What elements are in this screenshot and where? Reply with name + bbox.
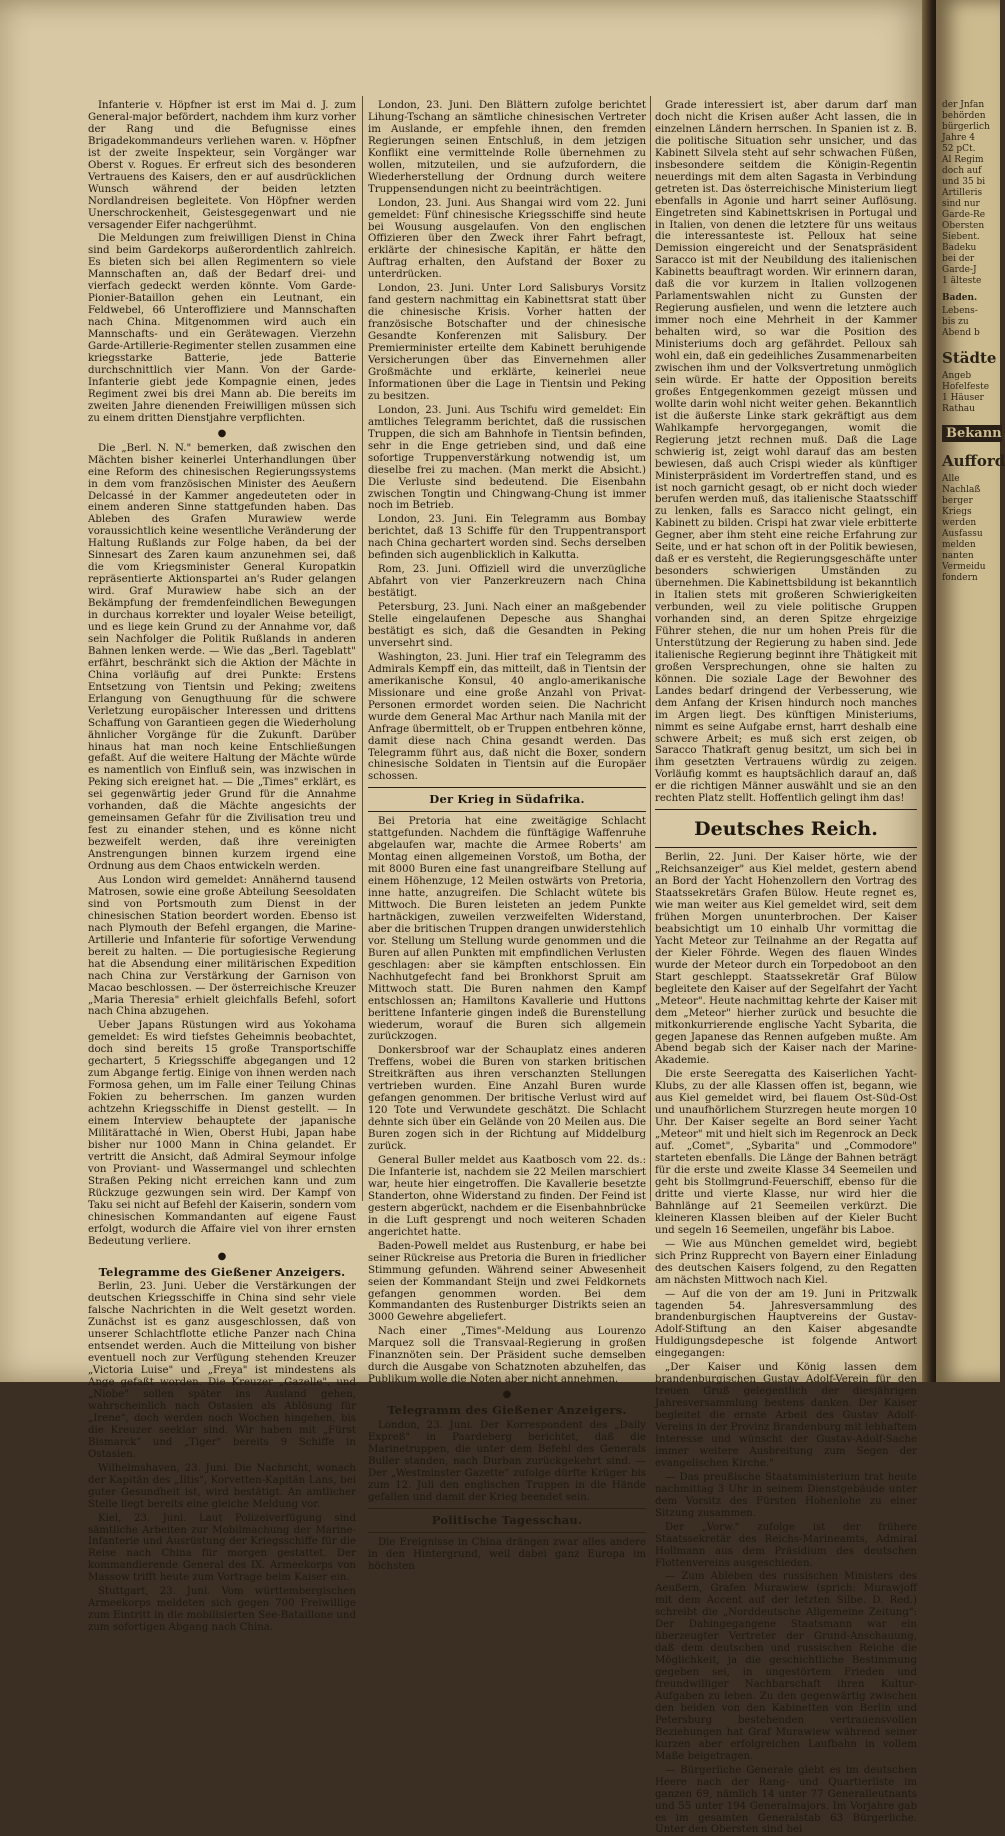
article-paragraph: Donkersbroof war der Schauplatz eines anderen Treffens, wobei die Buren von starken britischen Streitkräften aus ihren verschanzten Stellungen vertrieben wurden. Eine Anzahl Buren wurde gefangen genommen. Der britische Verlust wird auf 120 Tote und Verwundete geschätzt. Die Schlacht dehnte sich über ein Gelände von 20 Meilen aus. Die Buren zogen sich in der Richtung auf Middelburg zurück. bbox=[368, 1045, 646, 1153]
adjacent-page-text bbox=[942, 100, 1005, 584]
adjacent-line: doch auf bbox=[942, 166, 982, 176]
article-paragraph: Kiel, 23. Juni. Laut Polizeiverfügung sind sämtliche Arbeiten zur Mobilmachung der Marine-Infanterie und Ausrüstung der Kriegsschiffe für die Reise nach China für morgen gestattet. Der kommandierende General des IX. Armeekorps von Massow trifft heute zum Vortrage beim Kaiser ein. bbox=[88, 1512, 356, 1584]
article-paragraph: Die „Berl. N. N." bemerken, daß zwischen den Mächten bisher keinerlei Unterhandlungen über eine Reform des chinesischen Regierungssystems in dem vom französischen Minister des Aeußern Delcassé in der Kammer angedeuteten oder in einem anderen Sinne stattgefunden haben. Das Ableben des Grafen Murawiew werde voraussichtlich keine wesentliche Veränderung der Haltung Rußlands zur Folge haben, da bei der Sinnesart des Zaren kaum anzunehmen sei, daß die vom Kriegsminister General Kuropatkin repräsentierte Aktionspartei an's Ruder gelangen wird. Graf Murawiew habe sich an der Bekämpfung der fremdenfeindlichen Bewegungen in durchaus korrekter und loyaler Weise beteiligt, und es liege kein Grund zu der Annahme vor, daß sein Nachfolger die Politik Rußlands in anderen Bahnen lenken werde. — Wie das „Berl. Tageblatt" erfährt, beschränkt sich die Aktion der Mächte in China vorläufig auf drei Punkte: Erstens Entsetzung von Tientsin und Peking; zweitens Erlangung von Genugthuung für die schwere Verletzung europäischer Interessen und drittens Schaffung von Garantieen gegen die Wiederholung ähnlicher Vorgänge für die Zukunft. Darüber hinaus hat man noch keine Entschließungen gefaßt. Auf die weitere Haltung der Mächte würde es namentlich von Einfluß sein, was inzwischen in Peking sich ereignet hat. — Die „Times" erklärt, es sei gegenwärtig jeder Grund für die Annahme vorhanden, daß die Mächte angesichts der gemeinsamen Gefahr für die Zivilisation treu und fest zu einander stehen, und es könne nicht bezweifelt werden, daß ihre vereinigten Anstrengungen binnen kurzem irgend eine Ordnung aus dem Chaos entwickeln werden. bbox=[88, 442, 356, 873]
article-paragraph: London, 23. Juni. Aus Shangai wird vom 22. Juni gemeldet: Fünf chinesische Kriegsschiffe sind heute bei Wousung ausgelaufen. Von den englischen Offizieren über den Zweck ihrer Fahrt befragt, erklärte der chinesische Kapitän, er hätte den Auftrag erhalten, den Aufstand der Boxer zu unterdrücken. bbox=[368, 197, 646, 281]
article-paragraph: Die Meldungen zum freiwilligen Dienst in China sind beim Gardekorps außerordentlich zahlreich. Es bieten sich bei allen Regimentern so viele Mannschaften an, daß der Bedarf drei- und vierfach gedeckt werden könnte. Vom Garde-Pionier-Bataillon gehen ein Leutnant, ein Feldwebel, 66 Unteroffiziere und Mannschaften nach China. Mitgenommen wird auch ein Mannschafts- und ein Gerätewagen. Vierzehn Garde-Artillerie-Regimenter stellen zusammen eine kriegsstarke Batterie, jede Batterie durchschnittlich vier Mann. Von der Garde-Infanterie giebt jede Kompagnie einen, jedes Regiment zwei bis drei Mann ab. Die bereits im zweiten Jahre dienenden Freiwilligen müssen sich zu einem dritten Dienstjahre verpflichten. bbox=[88, 233, 356, 424]
section-heading: Der Krieg in Südafrika. bbox=[429, 792, 585, 807]
adjacent-heading: Baden. bbox=[942, 293, 978, 303]
adjacent-page bbox=[936, 0, 1005, 1382]
column-3 bbox=[655, 100, 917, 1836]
article-paragraph: — Wie aus München gemeldet wird, begiebt sich Prinz Rupprecht von Bayern einer Einladung des deutschen Kaisers folgend, zu den Regatten am nächsten Mittwoch nach Kiel. bbox=[655, 1238, 917, 1286]
adjacent-line: bis zu bbox=[942, 317, 969, 327]
adjacent-line: Garde-J bbox=[942, 265, 977, 275]
article-paragraph: Die Ereignisse in China drängen zwar alles andere in den Hintergrund, weil dabei ganz Europa im höchsten bbox=[368, 1536, 646, 1572]
article-paragraph: — Zum Ableben des russischen Ministers des Aeußern, Grafen Murawiew (sprich: Murawjoff mit dem Accent auf der letzten Silbe. D. Red.) schreibt die „Norddeutsche Allgemeine Zeitung": Der Dahingegangene Staatsmann war ein überzeugter Vertreter der Grund-Anschauung, daß dem deutschen und russischen Reiche die Möglichkeit, ja die geschichtliche Bestimmung gegeben sei, in ungestörtem Frieden und freundwilliger Nachbarschaft ihren Kultur-Aufgaben zu leben. Zu den gegenwärtig zwischen den beiden von den Kabinetten von Berlin und Petersburg bestehenden vertrauensvollen Beziehungen hat Graf Murawiew während seiner kurzen aber erfolgreichen Laufbahn in vollem Maße beigetragen. bbox=[655, 1571, 917, 1762]
section-heading: Politische Tagesschau. bbox=[431, 1512, 583, 1527]
article-paragraph: London, 23. Juni. Den Blättern zufolge berichtet Lihung-Tschang an sämtliche chinesischen Vertreter im Auslande, er empfehle ihnen, den fremden Regierungen seinen Entschluß, in dem jetzigen Konflikt eine vermittelnde Rolle übernehmen zu wollen, mitzuteilen, und sie aufzufordern, die Wiederherstellung der Ordnung durch weitere Truppensendungen nicht zu beeinträchtigen. bbox=[368, 100, 646, 195]
adjacent-line: Angeb bbox=[942, 371, 972, 381]
adjacent-lines bbox=[942, 474, 1002, 584]
adjacent-line: melden bbox=[942, 540, 976, 550]
adjacent-line: 52 pCt. bbox=[942, 144, 976, 154]
adjacent-line: Rathau bbox=[942, 404, 975, 414]
article-paragraph: Stuttgart, 23. Juni. Vom württembergischen Armeekorps meldeten sich gegen 700 Freiwillige zum Eintritt in die mobilisierten See-Bataillone und zum sofortigen Abgang nach China. bbox=[88, 1586, 356, 1634]
column-2 bbox=[368, 100, 646, 1572]
adjacent-line: und 35 bi bbox=[942, 177, 986, 187]
article-paragraph: Ueber Japans Rüstungen wird aus Yokohama gemeldet: Es wird tiefstes Geheimnis beobachtet, doch sind bereits 15 große Transportschiffe gechartert, 5 Kriegsschiffe abgegangen und 12 zum Abgange fertig. Einige von ihnen werden nach Formosa gehen, um im Falle einer Teilung Chinas Fokien zu beherrschen. Im ganzen wurden achtzehn Kriegsschiffe in Dienst gestellt. — In einem Interview behauptete der japanische Militärattaché in Wien, Oberst Hubi, Japan habe bisher nur 1000 Mann in China gelandet. Er vertritt die Ansicht, daß Admiral Seymour infolge von Proviant- und Wassermangel und schlechten Straßen Peking nicht erreichen kann und zum Rückzuge gezwungen sein wird. Der Kampf von Taku sei nicht auf Befehl der Kaiserin, sondern vom chinesischen Kommandanten auf eigene Faust erfolgt, wodurch die Affaire viel von ihrer ernsten Bedeutung verliere. bbox=[88, 1020, 356, 1247]
adjacent-line: sind nur bbox=[942, 199, 980, 209]
adjacent-line: Artilleris bbox=[942, 188, 983, 198]
adjacent-line: bürgerlich bbox=[942, 122, 990, 132]
article-paragraph: Die erste Seeregatta des Kaiserlichen Yacht-Klubs, zu der alle Klassen offen ist, begann, wie aus Kiel gemeldet wird, bei flauem Ost-Süd-Ost und unaufhörlichem Sturzregen heute morgen 10 Uhr. Der Kaiser segelte an Bord seiner Yacht „Meteor" mit und hielt sich im Regenrock an Deck auf. „Comet", „Sybarita" und „Commodore" starteten ebenfalls. Die Länge der Bahnen beträgt für die erste und zweite Klasse 34 Seemeilen und geht bis Stollmgrund-Feuerschiff, ebenso für die dritte und vierte Klasse, nur wird hier die Bahnlänge auf 21 Seemeilen verkürzt. Die kleineren Klassen bleiben auf der Kieler Bucht und segeln 16 Seemeilen, ungefähr bis Laboe. bbox=[655, 1069, 917, 1236]
adjacent-line: behörden bbox=[942, 111, 986, 121]
adjacent-line: Abend b bbox=[942, 328, 980, 338]
column-rule bbox=[362, 96, 363, 1201]
adjacent-line: Siebent. bbox=[942, 232, 980, 242]
section-heading: Telegramm des Gießener Anzeigers. bbox=[387, 1403, 627, 1418]
article-paragraph: Wilhelmshaven, 23. Juni. Die Nachricht, wonach der Kapitän des „Iltis", Korvetten-Kapitän Lans, bei guter Gesundheit ist, wird bestätigt. An amtlicher Stelle liegt bereits eine gleiche Meldung vor. bbox=[88, 1462, 356, 1510]
adjacent-line: Alle bbox=[942, 474, 960, 484]
article-paragraph: „Der Kaiser und König lassen dem brandenburgischen Gustav Adolf-Verein für den treuen Gruß gelegentlich der diesjährigen Jahresversammlung bestens danken. Der Kaiser begleitet die ernste Arbeit des Gustav Adolf-Vereins in der Provinz Brandenburg mit lebhaftem Interesse und wünscht der Gustav-Adolf-Sache immer weitere Ausbreitung zum Segen der evangelischen Kirche." bbox=[655, 1362, 917, 1469]
article-paragraph: Bei Pretoria hat eine zweitägige Schlacht stattgefunden. Nachdem die fünftägige Waffenruhe abgelaufen war, machte die Armee Roberts' am Montag einen allgemeinen Vorstoß, um Botha, der mit 8000 Buren eine fast unangreifbare Stellung auf einem Höhenzuge, 12 Meilen ostwärts von Pretoria, inne hatte, anzugreifen. Die Schlacht wütete bis Mittwoch. Die Buren leisteten an jedem Punkte hartnäckigen, zuweilen verzweifelten Widerstand, aber die britischen Truppen drangen unwiderstehlich vor. Stellung um Stellung wurde genommen und die Buren auf allen Punkten mit empfindlichen Verlusten geschlagen: aber sie kämpften entschlossen. Ein Nachhutgefecht fand bei Bronkhorst Spruit am Mittwoch statt. Die Buren nahmen den Kampf entschlossen an; Hamiltons Kavallerie und Huttons berittene Infanterie gingen indeß die Burenstellung wiederum, worauf die Buren sich allgemein zurückzogen. bbox=[368, 816, 646, 1043]
adjacent-line: 1 Häuser bbox=[942, 393, 984, 403]
adjacent-line: Ausfassu bbox=[942, 529, 983, 539]
adjacent-lines bbox=[942, 371, 1002, 415]
article-paragraph: Washington, 23. Juni. Hier traf ein Telegramm des Admirals Kempff ein, das mitteilt, daß in Tientsin der amerikanische Konsul, 40 anglo-amerikanische Missionare und eine große Anzahl von Privat-Personen ermordet worden seien. Die Nachricht wurde dem General Mac Arthur nach Manila mit der Anfrage übermittelt, ob er Truppen entbehren könne, damit diese nach China gesandt werden. Das Telegramm führt aus, daß nicht die Boxer, sondern chinesische Soldaten in Tientsin auf die Europäer schossen. bbox=[368, 651, 646, 783]
article-paragraph: Berlin, 22. Juni. Der Kaiser hörte, wie der „Reichsanzeiger" aus Kiel meldet, gestern abend an Bord der Yacht Hohenzollern den Vortrag des Staatssekretärs Grafen Bülow. Heute regnet es, wie man weiter aus Kiel gemeldet wird, seit dem frühen Morgen ununterbrochen. Der Kaiser beabsichtigt um 10 einhalb Uhr vormittag die Yacht Meteor zur Teilnahme an der Regatta auf der Kieler Föhrde. Wegen des flauen Windes wurde der Meteor durch ein Torpedoboot an den Start geschleppt. Staatssekretär Graf Bülow begleitete den Kaiser auf der Segelfahrt der Yacht „Meteor". Heute nachmittag kehrte der Kaiser mit dem „Meteor" hierher zurück und besuchte die mitkonkurrierende englische Yacht Sybarita, die gegen Japanese das Rennen aufgeben mußte. Am Abend begab sich der Kaiser nach der Marine-Akademie. bbox=[655, 852, 917, 1067]
adjacent-line: Al Regim bbox=[942, 155, 984, 165]
article-paragraph: Grade interessiert ist, aber darum darf man doch nicht die Krisen außer Acht lassen, die in einzelnen Ländern herrschen. In Spanien ist z. B. die politische Situation sehr unsicher, und das Kabinett Silvela steht auf sehr schwachen Füßen, insbesondere seitdem die Königin-Regentin neuerdings mit dem alten Sagasta in Verbindung getreten ist. Das österreichische Ministerium liegt ebenfalls in Agonie und harrt seiner Auflösung. Eingetreten sind Kabinettskrisen in Portugal und in Italien, von denen die letztere für uns weitaus die interessanteste ist. Pelloux hat seine Demission eingereicht und der Senatspräsident Saracco ist mit der Neubildung des italienischen Kabinetts beauftragt worden. Wir erinnern daran, daß die vor kurzem in Italien vollzogenen Parlamentswahlen nicht zu Gunsten der Regierung ausfielen, und wenn die letztere auch immer noch eine Mehrheit in der Kammer behalten wird, so war die Position des Ministeriums doch arg gefährdet. Pelloux sah wohl ein, daß ein gedeihliches Zusammenarbeiten zwischen ihm und der Volksvertretung unmöglich sein würde. Er hatte der Opposition bereits großes Entgegenkommen gezeigt müssen und wollte darin wohl nicht weiter gehen. Bekanntlich ist die äußerste Linke stark gekräftigt aus dem Wahlkampfe hervorgegangen, womit die Regierung jetzt rechnen muß. Daß die Lage schwierig ist, zeigt wohl darauf das am besten bewiesen, daß auch Crispi wieder als künftiger Ministerpräsident im Vordertreffen stand, und es ist noch garnicht gesagt, ob er nicht doch wieder berufen werden muß, das italienische Staatsschiff zu lenken, falls es Saracco nicht gelingt, ein Kabinett zu bilden. Crispi hat zwar viele erbitterte Gegner, aber ihm steht eine reiche Erfahrung zur Seite, und er hat schon oft in der Politik bewiesen, daß er es versteht, die Regierungsgeschäfte unter besonders schwierigen Umständen zu übernehmen. Die Kabinettsbildung ist bekanntlich in Italien stets mit großeren Schwierigkeiten verbunden, weil zu viele politische Gruppen vorhanden sind, an deren Spitze ehrgeizige Führer stehen, die nur um hohen Preis für die Unterstützung der Regierung zu haben sind. Jede italienische Regierung beginnt ihre Thätigkeit mit großen Versprechungen, ohne sie halten zu können. Die soziale Lage der Bewohner des Landes bedarf dringend der Verbesserung, wie dem Anfang der Krisen hindurch noch manches im Argen liegt. Des künftigen Ministeriums, nimmt es seine Aufgabe ernst, harrt deshalb eine schwere Arbeit; es muß sich erst zeigen, ob Saracco Thatkraft genug besitzt, um sich bei in ihm gesetzten Vertrauens würdig zu zeigen. Vorläufig kommt es hauptsächlich darauf an, daß er die richtigen Männer auswählt und sie an den rechten Platz stellt. Hoffentlich gelingt ihm das! bbox=[655, 100, 917, 805]
article-paragraph: — Das preußische Staatsministerium trat heute nachmittag 3 Uhr in seinem Dienstgebäude unter dem Vorsitz des Fürsten Hohenlohe zu einer Sitzung zusammen. bbox=[655, 1471, 917, 1519]
article-paragraph: London, 23. Juni. Der Korrespondent des „Daily Expreß" in Paardeberg berichtet, daß die Marinetruppen, die unter dem Befehl des Generals Buller standen, nach Durban zurückgekehrt sind. — Der „Westminster Gazette" zufolge dürfte Krüger bis zum 12. Juli den englischen Truppen in die Hände gefallen und damit der Krieg beendet sein. bbox=[368, 1420, 646, 1503]
separator: ● bbox=[217, 427, 227, 439]
separator: ● bbox=[217, 1250, 227, 1262]
adjacent-line: Kriegs bbox=[942, 507, 972, 517]
separator: ● bbox=[502, 1389, 512, 1401]
adjacent-line: Nachlaß bbox=[942, 485, 981, 495]
article-paragraph: General Buller meldet aus Kaatbosch vom 22. ds.: Die Infanterie ist, nachdem sie 22 Meilen marschiert war, heute hier eingetroffen. Die Kavallerie besetzte Standerton, ohne Widerstand zu finden. Der Feind ist gestern abgerückt, nachdem er die Eisenbahnbrücke in die Luft gesprengt und noch weiteren Schaden angerichtet hatte. bbox=[368, 1155, 646, 1238]
adjacent-line: Hofelfeste bbox=[942, 382, 990, 392]
section-heading: Telegramme des Gießener Anzeigers. bbox=[98, 1264, 346, 1279]
article-paragraph: Nach einer „Times"-Meldung aus Lourenzo Marquez soll die Transvaal-Regierung in großen Finanznöten sein. Der Präsident suche demselben durch die Ausgabe von Schatznoten abzuhelfen, das Publikum wolle die Noten aber nicht annehmen. bbox=[368, 1326, 646, 1386]
adjacent-lines bbox=[942, 306, 1002, 339]
adjacent-line: Jahre 4 bbox=[942, 133, 975, 143]
adjacent-line: 1 älteste bbox=[942, 276, 982, 286]
section-heading-large: Deutsches Reich. bbox=[694, 818, 878, 841]
adjacent-line: werden bbox=[942, 518, 977, 528]
article-paragraph: — Bürgerliche Generale giebt es im deutschen Heere nach der Rang- und Quartierliste im ganzen 69, nämlich 14 unter 77 Generalleutnants und 55 unter 194 Generalmajors. Im Vorjahre gab es im gesamten Generalstab 63 Bürgerliche. Unter den Obersten sind bei bbox=[655, 1764, 917, 1836]
adjacent-line: Garde-Re bbox=[942, 210, 986, 220]
adjacent-line: der Jnfan bbox=[942, 100, 985, 110]
adjacent-lines bbox=[942, 100, 1002, 287]
article-paragraph: Der „Vorw." zufolge ist der frühere Staatssekretär des Reichs-Marineamts, Admiral Hollmann aus dem Präsidium des deutschen Flottenvereins ausgeschieden. bbox=[655, 1521, 917, 1569]
article-paragraph: Petersburg, 23. Juni. Nach einer an maßgebender Stelle eingelaufenen Depesche aus Shanghai bestätigt es sich, daß die Gesandten in Peking unversehrt sind. bbox=[368, 602, 646, 649]
adjacent-line: Badeku bbox=[942, 243, 977, 253]
column-rule bbox=[650, 96, 651, 1201]
article-paragraph: — Auf die von der am 19. Juni in Pritzwalk tagenden 54. Jahresversammlung des brandenburgischen Hauptvereins der Gustav-Adolf-Stiftung an den Kaiser abgesandte Huldigungsdepesche ist folgende Antwort eingegangen: bbox=[655, 1288, 917, 1360]
adjacent-line: nanten bbox=[942, 551, 974, 561]
article-paragraph: London, 23. Juni. Unter Lord Salisburys Vorsitz fand gestern nachmittag ein Kabinettsrat statt über die chinesische Krisis. Vorher hatten der französische Botschafter und der chinesische Gesandte Konferenzen mit Salisbury. Der Premierminister erteilte dem Kabinett beruhigende Versicherungen über das Einvernehmen aller Großmächte und erklärte, keinerlei neue Informationen über die Lage in Tientsin und Peking zu besitzen. bbox=[368, 283, 646, 402]
adjacent-line: Vermeidu bbox=[942, 562, 986, 572]
article-paragraph: Rom, 23. Juni. Offiziell wird die unverzügliche Abfahrt von vier Panzerkreuzern nach China bestätigt. bbox=[368, 564, 646, 600]
article-paragraph: Baden-Powell meldet aus Rustenburg, er habe bei seiner Rückreise aus Pretoria die Buren in friedlicher Stimmung gefunden. Während seiner Abwesenheit seien der Kommandant Steijn und zwei Feldkornets gefangen genommen worden. Bei dem Kommandanten des Rustenburger Distrikts seien an 3000 Gewehre abgeliefert. bbox=[368, 1240, 646, 1324]
article-paragraph: Infanterie v. Höpfner ist erst im Mai d. J. zum General-major befördert, nachdem ihm kurz vorher der Rang und die Befugnisse eines Brigadekommandeurs verliehen waren. v. Höpfner ist der zweite Inspekteur, sein Vorgänger war Oberst v. Rogues. Er erfreut sich des besonderen Vertrauens des Kaisers, den er auf ausdrücklichen Wunsch während der beiden letzten Nordlandreisen begleitete. Von Höpfner werden Unerschrockenheit, Geistesgegenwart und nie versagender Eifer nachgerühmt. bbox=[88, 100, 356, 231]
article-paragraph: Berlin, 23. Juni. Ueber die Verstärkungen der deutschen Kriegsschiffe in China sind sehr viele falsche Nachrichten in die Welt gesetzt worden. Zunächst ist es ganz ausgeschlossen, daß von unserer Schlachtflotte etliche Panzer nach China entsendet werden. Auch die Mitteilung von bisher eventuell noch zur Verfügung stehenden Kreuzer „Victoria Luise" und „Freya" ist mindestens als Ange gefaßt worden. Die Kreuzer „Gazelle", und „Niobe" sollen später ins Ausland gehen, wahrscheinlich nach Ostasien als Ablösung für „Irene", doch werden noch Wochen hingehen, bis die Kreuzer seeklar sind. Wir haben mit „Fürst Bismarck" und „Tiger" bereits 9 Schiffe in Ostasien. bbox=[88, 1281, 356, 1460]
article-paragraph: Aus London wird gemeldet: Annähernd tausend Matrosen, sowie eine große Abteilung Seesoldaten sind von Portsmouth zum Dienst in der chinesischen Station beordert worden. Ebenso ist nach Plymouth der Befehl ergangen, die Marine-Artillerie und Infanterie für sofortige Verwendung bereit zu halten. — Die portugiesische Regierung hat die Absendung einer militärischen Expedition nach China zur Verstärkung der Garnison von Macao beschlossen. — Der österreichische Kreuzer „Maria Theresia" erhielt gleichfalls Befehl, sofort nach China abzugehen. bbox=[88, 875, 356, 1018]
adjacent-line: bei der bbox=[942, 254, 975, 264]
adjacent-heading: Aufford bbox=[942, 452, 1005, 470]
adjacent-line: berger bbox=[942, 496, 973, 506]
adjacent-heading: Städte bbox=[942, 349, 997, 367]
adjacent-line: Obersten bbox=[942, 221, 985, 231]
article-paragraph: London, 23. Juni. Ein Telegramm aus Bombay berichtet, daß 13 Schiffe für den Truppentransport nach China gechartert worden sind. Sechs derselben befinden sich augenblicklich in Kalkutta. bbox=[368, 514, 646, 562]
adjacent-line: Lebens- bbox=[942, 306, 978, 316]
adjacent-line: fondern bbox=[942, 573, 978, 583]
article-paragraph: London, 23. Juni. Aus Tschifu wird gemeldet: Ein amtliches Telegramm berichtet, daß die russischen Truppen, die sich am Bahnhofe in Tientsin befinden, sehr in die Enge getrieben sind, und daß eine sofortige Truppenverstärkung notwendig ist, um dieselbe frei zu machen. (Man merkt die Absicht.) Die Verluste sind bedeutend. Die Eisenbahn zwischen Tongtin und Chingwang-Chung ist immer noch im Betrieb. bbox=[368, 404, 646, 512]
column-1 bbox=[88, 100, 356, 1634]
adjacent-heading: Bekann bbox=[942, 425, 1002, 442]
